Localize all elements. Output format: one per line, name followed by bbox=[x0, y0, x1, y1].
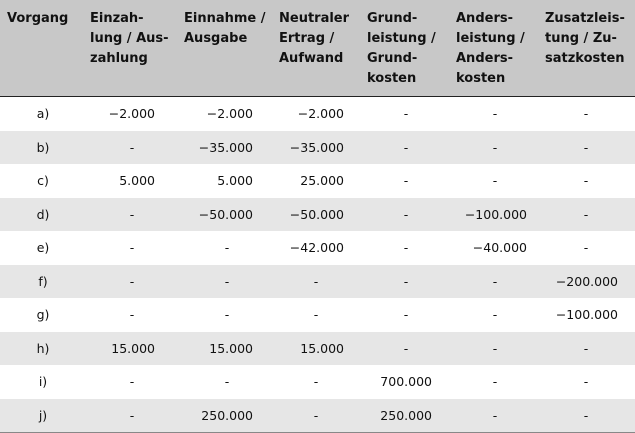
header-line: Anders- bbox=[456, 51, 513, 66]
cell-neutraler-ertrag-aufwand: −35.000 bbox=[289, 139, 344, 155]
header-line: Ertrag / bbox=[279, 31, 335, 46]
header-zusatzleistung-zusatzkosten bbox=[545, 9, 625, 69]
header-vorgang: Vorgang bbox=[7, 11, 69, 26]
cell-andersleistung-anderskosten: - bbox=[492, 273, 498, 289]
cell-neutraler-ertrag-aufwand: - bbox=[313, 307, 319, 322]
cell-einnahme-ausgabe: - bbox=[224, 273, 230, 289]
cell-zusatzleistung-zusatzkosten: - bbox=[583, 173, 589, 188]
cell-einzahlung-auszahlung: 5.000 bbox=[119, 173, 155, 188]
cell-einnahme-ausgabe: - bbox=[224, 307, 230, 322]
header-line: Einzah- bbox=[90, 11, 144, 26]
cell-neutraler-ertrag-aufwand: - bbox=[313, 273, 319, 289]
cell-vorgang: g) bbox=[36, 307, 50, 322]
cell-vorgang: d) bbox=[36, 206, 50, 222]
cell-grundleistung-grundkosten: - bbox=[403, 340, 409, 356]
header-line: leistung / bbox=[367, 31, 436, 46]
cell-vorgang: b) bbox=[36, 139, 50, 155]
cell-zusatzleistung-zusatzkosten: - bbox=[583, 340, 589, 356]
cell-grundleistung-grundkosten: - bbox=[403, 173, 409, 188]
cell-grundleistung-grundkosten: 700.000 bbox=[380, 374, 432, 389]
cell-zusatzleistung-zusatzkosten: - bbox=[583, 374, 589, 389]
cell-einzahlung-auszahlung: - bbox=[129, 307, 135, 322]
cell-einnahme-ausgabe: −50.000 bbox=[198, 206, 253, 222]
cell-andersleistung-anderskosten: - bbox=[492, 407, 498, 423]
cell-neutraler-ertrag-aufwand: −42.000 bbox=[289, 240, 344, 255]
cell-andersleistung-anderskosten: −40.000 bbox=[472, 240, 527, 255]
header-neutraler-ertrag-aufwand bbox=[279, 9, 349, 69]
cell-einzahlung-auszahlung: - bbox=[129, 273, 135, 289]
table-row bbox=[0, 399, 635, 432]
cell-andersleistung-anderskosten: - bbox=[492, 307, 498, 322]
cell-einzahlung-auszahlung: - bbox=[129, 206, 135, 222]
header-line: Ausgabe bbox=[184, 31, 248, 46]
cell-einzahlung-auszahlung: - bbox=[129, 240, 135, 255]
cell-neutraler-ertrag-aufwand: −50.000 bbox=[289, 206, 344, 222]
header-line: tung / Zu- bbox=[545, 31, 617, 46]
cell-einnahme-ausgabe: - bbox=[224, 374, 230, 389]
cell-andersleistung-anderskosten: −100.000 bbox=[464, 206, 527, 222]
cell-vorgang: i) bbox=[38, 374, 48, 389]
cell-einnahme-ausgabe: −35.000 bbox=[198, 139, 253, 155]
cell-vorgang: e) bbox=[36, 240, 50, 255]
cell-andersleistung-anderskosten: - bbox=[492, 139, 498, 155]
cell-grundleistung-grundkosten: 250.000 bbox=[380, 407, 432, 423]
table-header bbox=[0, 0, 635, 97]
cell-zusatzleistung-zusatzkosten: −100.000 bbox=[555, 307, 618, 322]
header-line: Einnahme / bbox=[184, 11, 266, 26]
header-line: zahlung bbox=[90, 51, 148, 66]
cell-einnahme-ausgabe: 5.000 bbox=[217, 173, 253, 188]
cell-einnahme-ausgabe: −2.000 bbox=[206, 106, 253, 121]
cell-grundleistung-grundkosten: - bbox=[403, 106, 409, 121]
cell-zusatzleistung-zusatzkosten: - bbox=[583, 139, 589, 155]
header-line: kosten bbox=[456, 71, 506, 86]
cell-grundleistung-grundkosten: - bbox=[403, 307, 409, 322]
cell-vorgang: f) bbox=[38, 273, 48, 289]
header-line: Grund- bbox=[367, 51, 418, 66]
header-einzahlung-auszahlung bbox=[90, 9, 169, 69]
table-row bbox=[0, 365, 635, 398]
cell-grundleistung-grundkosten: - bbox=[403, 273, 409, 289]
cell-neutraler-ertrag-aufwand: −2.000 bbox=[297, 106, 344, 121]
cell-zusatzleistung-zusatzkosten: - bbox=[583, 106, 589, 121]
table-row bbox=[0, 231, 635, 264]
header-line: satzkosten bbox=[545, 51, 625, 66]
cell-zusatzleistung-zusatzkosten: - bbox=[583, 407, 589, 423]
header-line: leistung / bbox=[456, 31, 525, 46]
cell-vorgang: c) bbox=[37, 173, 49, 188]
header-line: Anders- bbox=[456, 11, 513, 26]
cell-andersleistung-anderskosten: - bbox=[492, 106, 498, 121]
cell-zusatzleistung-zusatzkosten: - bbox=[583, 206, 589, 222]
cell-vorgang: h) bbox=[36, 340, 50, 356]
table-row bbox=[0, 198, 635, 231]
header-einnahme-ausgabe bbox=[184, 9, 266, 49]
cell-andersleistung-anderskosten: - bbox=[492, 340, 498, 356]
table-row bbox=[0, 265, 635, 298]
cell-einzahlung-auszahlung: - bbox=[129, 407, 135, 423]
cell-neutraler-ertrag-aufwand: - bbox=[313, 374, 319, 389]
cell-grundleistung-grundkosten: - bbox=[403, 240, 409, 255]
table-row bbox=[0, 131, 635, 164]
cell-einnahme-ausgabe: 250.000 bbox=[201, 407, 253, 423]
table-row bbox=[0, 164, 635, 197]
cell-neutraler-ertrag-aufwand: 25.000 bbox=[300, 173, 344, 188]
header-line: Aufwand bbox=[279, 51, 344, 66]
cell-andersleistung-anderskosten: - bbox=[492, 374, 498, 389]
header-line: kosten bbox=[367, 71, 417, 86]
cell-neutraler-ertrag-aufwand: 15.000 bbox=[300, 340, 344, 356]
cell-einnahme-ausgabe: 15.000 bbox=[209, 340, 253, 356]
cell-andersleistung-anderskosten: - bbox=[492, 173, 498, 188]
cell-einzahlung-auszahlung: 15.000 bbox=[111, 340, 155, 356]
cell-einzahlung-auszahlung: - bbox=[129, 139, 135, 155]
header-line: Zusatzleis- bbox=[545, 11, 625, 26]
header-line: Grund- bbox=[367, 11, 418, 26]
cell-einzahlung-auszahlung: - bbox=[129, 374, 135, 389]
table-row bbox=[0, 97, 635, 130]
cell-grundleistung-grundkosten: - bbox=[403, 139, 409, 155]
table-row bbox=[0, 298, 635, 331]
cell-zusatzleistung-zusatzkosten: −200.000 bbox=[555, 273, 618, 289]
header-andersleistung-anderskosten bbox=[456, 9, 525, 89]
cell-einnahme-ausgabe: - bbox=[224, 240, 230, 255]
cell-einzahlung-auszahlung: −2.000 bbox=[108, 106, 155, 121]
header-line: Neutraler bbox=[279, 11, 350, 26]
header-line: lung / Aus- bbox=[90, 31, 169, 46]
header-grundleistung-grundkosten bbox=[367, 9, 436, 89]
cell-neutraler-ertrag-aufwand: - bbox=[313, 407, 319, 423]
cell-vorgang: a) bbox=[36, 106, 50, 121]
cell-grundleistung-grundkosten: - bbox=[403, 206, 409, 222]
cell-vorgang: j) bbox=[38, 407, 48, 423]
table-row bbox=[0, 332, 635, 365]
cell-zusatzleistung-zusatzkosten: - bbox=[583, 240, 589, 255]
